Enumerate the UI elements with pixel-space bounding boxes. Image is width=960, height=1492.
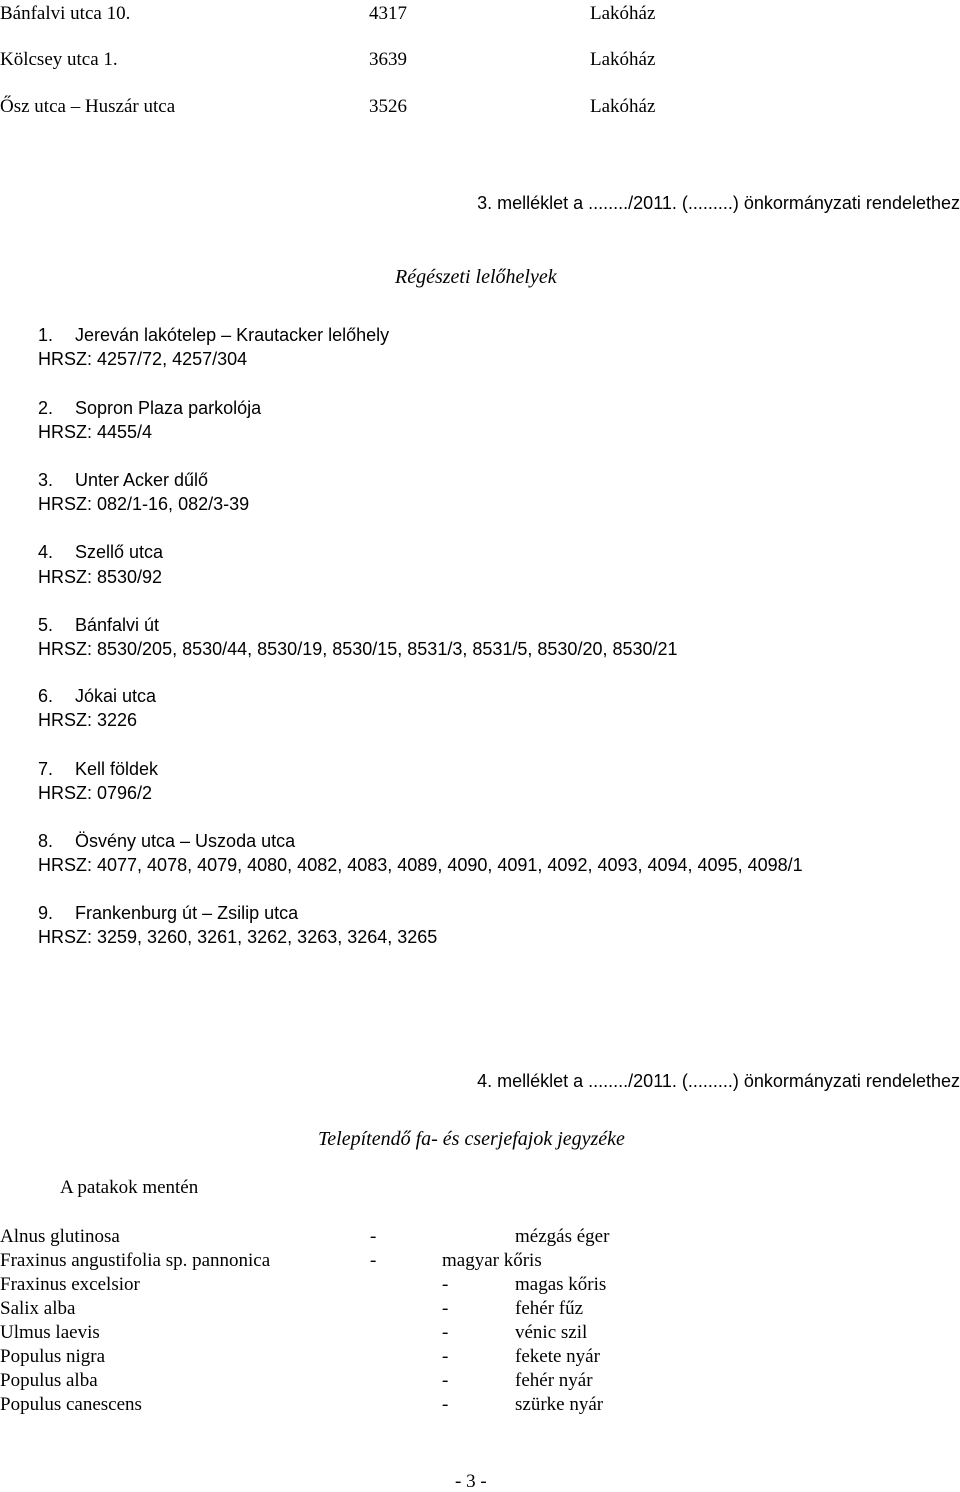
- annex-4-header: 4. melléklet a ......../2011. (.........) önkormányzati rendelethez: [477, 1071, 960, 1091]
- hrsz-cell: 3639: [369, 49, 407, 70]
- species-dash: -: [442, 1322, 449, 1343]
- site-number: 6.: [38, 686, 54, 706]
- species-dash: -: [370, 1226, 377, 1247]
- species-latin: Populus nigra: [0, 1346, 106, 1367]
- species-hungarian: fehér nyár: [515, 1370, 593, 1391]
- hrsz-cell: 4317: [369, 3, 407, 24]
- site-hrsz: HRSZ: 082/1-16, 082/3-39: [38, 494, 250, 514]
- site-hrsz: HRSZ: 0796/2: [38, 783, 153, 803]
- site-number: 8.: [38, 831, 54, 851]
- species-hungarian: fehér fűz: [515, 1298, 584, 1319]
- species-hungarian: mézgás éger: [515, 1226, 610, 1247]
- site-number: 4.: [38, 542, 54, 562]
- species-hungarian: vénic szil: [515, 1322, 588, 1343]
- species-hungarian: magas kőris: [515, 1274, 607, 1295]
- species-dash: -: [442, 1370, 449, 1391]
- site-hrsz: HRSZ: 4257/72, 4257/304: [38, 349, 248, 369]
- site-number: 9.: [38, 903, 54, 923]
- species-dash: -: [442, 1394, 449, 1415]
- address-cell: Bánfalvi utca 10.: [0, 3, 131, 24]
- species-latin: Salix alba: [0, 1298, 76, 1319]
- site-hrsz: HRSZ: 8530/205, 8530/44, 8530/19, 8530/15, 8531/3, 8531/5, 8530/20, 8530/21: [38, 639, 678, 659]
- species-hungarian: szürke nyár: [515, 1394, 604, 1415]
- site-name: Szellő utca: [75, 542, 164, 562]
- annex-4-subtitle: A patakok mentén: [60, 1177, 199, 1198]
- type-cell: Lakóház: [590, 49, 656, 70]
- site-name: Bánfalvi út: [75, 615, 160, 635]
- address-cell: Kölcsey utca 1.: [0, 49, 118, 70]
- site-number: 7.: [38, 759, 54, 779]
- hrsz-cell: 3526: [369, 96, 407, 117]
- site-hrsz: HRSZ: 4077, 4078, 4079, 4080, 4082, 4083, 4089, 4090, 4091, 4092, 4093, 4094, 4095, 4098/1: [38, 855, 803, 875]
- site-number: 2.: [38, 398, 54, 418]
- site-name: Unter Acker dűlő: [75, 470, 209, 490]
- species-dash: -: [442, 1298, 449, 1319]
- site-name: Jókai utca: [75, 686, 157, 706]
- species-dash: -: [370, 1250, 377, 1271]
- annex-4-title: Telepítendő fa- és cserjefajok jegyzéke: [318, 1128, 625, 1150]
- site-name: Kell földek: [75, 759, 159, 779]
- species-latin: Fraxinus angustifolia sp. pannonica: [0, 1250, 271, 1271]
- species-latin: Populus canescens: [0, 1394, 142, 1415]
- species-hungarian: fekete nyár: [515, 1346, 600, 1367]
- site-name: Jereván lakótelep – Krautacker lelőhely: [75, 325, 390, 345]
- site-name: Sopron Plaza parkolója: [75, 398, 262, 418]
- species-latin: Ulmus laevis: [0, 1322, 100, 1343]
- type-cell: Lakóház: [590, 96, 656, 117]
- annex-3-header: 3. melléklet a ......../2011. (.........) önkormányzati rendelethez: [477, 193, 960, 213]
- site-hrsz: HRSZ: 3259, 3260, 3261, 3262, 3263, 3264, 3265: [38, 927, 438, 947]
- site-number: 1.: [38, 325, 54, 345]
- annex-3-title: Régészeti lelőhelyek: [395, 266, 557, 288]
- species-dash: -: [442, 1274, 449, 1295]
- site-hrsz: HRSZ: 3226: [38, 710, 138, 730]
- species-latin: Fraxinus excelsior: [0, 1274, 140, 1295]
- species-dash: -: [442, 1346, 449, 1367]
- site-hrsz: HRSZ: 8530/92: [38, 567, 163, 587]
- site-number: 5.: [38, 615, 54, 635]
- site-name: Frankenburg út – Zsilip utca: [75, 903, 299, 923]
- address-cell: Ősz utca – Huszár utca: [0, 96, 176, 117]
- species-latin: Populus alba: [0, 1370, 98, 1391]
- page-number: - 3 -: [455, 1471, 487, 1492]
- site-number: 3.: [38, 470, 54, 490]
- site-name: Ösvény utca – Uszoda utca: [75, 831, 296, 851]
- site-hrsz: HRSZ: 4455/4: [38, 422, 153, 442]
- type-cell: Lakóház: [590, 3, 656, 24]
- species-hungarian: magyar kőris: [442, 1250, 542, 1271]
- species-latin: Alnus glutinosa: [0, 1226, 120, 1247]
